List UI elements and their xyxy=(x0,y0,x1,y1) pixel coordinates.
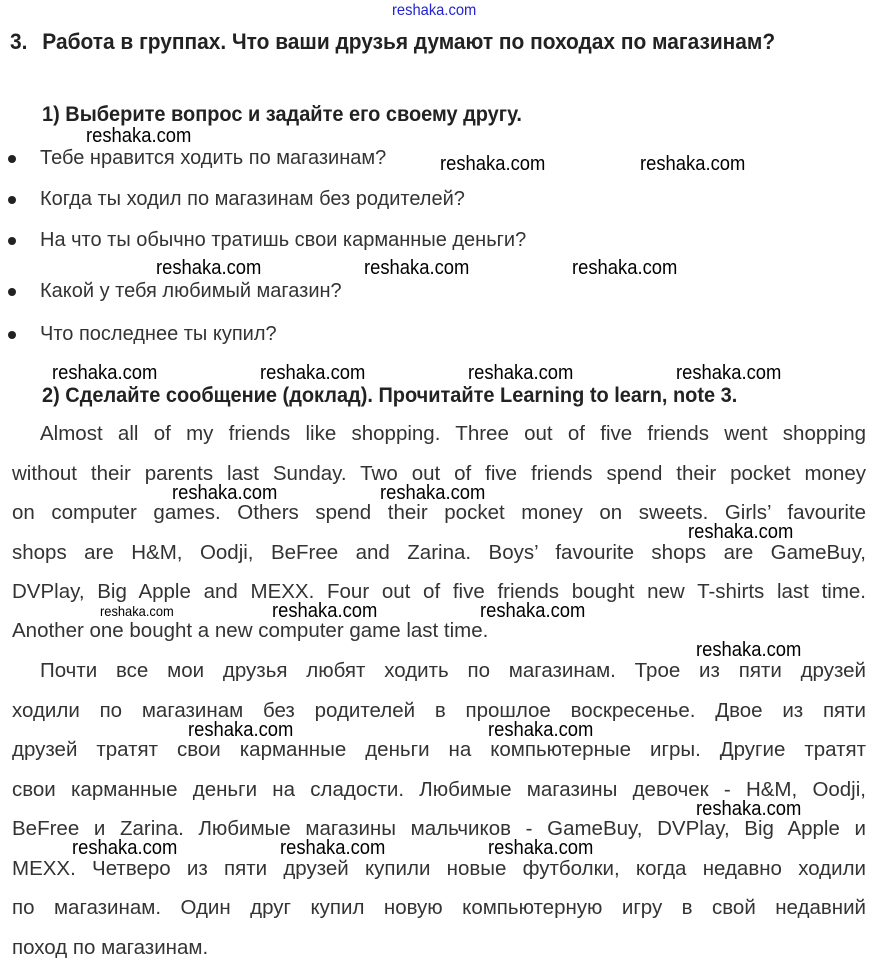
watermark: reshaka.com xyxy=(696,798,802,820)
watermark: reshaka.com xyxy=(480,600,586,622)
part1-heading: 1) Выберите вопрос и задайте его своему другу. xyxy=(42,103,522,126)
english-line: Almost all of my friends like shopping. Three out of five friends went shopping xyxy=(40,422,866,445)
bullet-icon xyxy=(8,331,16,339)
watermark: reshaka.com xyxy=(280,837,386,859)
part2-heading: 2) Сделайте сообщение (доклад). Прочитайте Learning to learn, note 3. xyxy=(42,384,738,407)
watermark: reshaka.com xyxy=(86,125,192,147)
question-text: На что ты обычно тратишь свои карманные деньги? xyxy=(40,229,527,251)
russian-line: MEXX. Четверо из пяти друзей купили новые футболки, когда недавно ходили xyxy=(12,857,866,880)
watermark: reshaka.com xyxy=(688,521,794,543)
russian-line: Почти все мои друзья любят ходить по магазинам. Трое из пяти друзей xyxy=(40,659,866,682)
watermark: reshaka.com xyxy=(488,837,594,859)
question-item xyxy=(8,324,277,344)
watermark: reshaka.com xyxy=(100,603,174,619)
task-title-text: Работа в группах. Что ваши друзья думают по походах по магазинам? xyxy=(42,29,776,54)
watermark: reshaka.com xyxy=(488,719,594,741)
watermark: reshaka.com xyxy=(640,153,746,175)
watermark: reshaka.com xyxy=(440,153,546,175)
bullet-icon xyxy=(8,196,16,204)
russian-line: свои карманные деньги на сладости. Любимые магазины девочек - H&M, Oodji, xyxy=(12,778,866,801)
english-line: Another one bought a new computer game last time. xyxy=(12,619,489,642)
watermark: reshaka.com xyxy=(172,482,278,504)
watermark: reshaka.com xyxy=(272,600,378,622)
russian-line: друзей тратят свои карманные деньги на компьютерные игры. Другие тратят xyxy=(12,738,866,761)
question-item xyxy=(8,281,342,301)
watermark: reshaka.com xyxy=(572,257,678,279)
question-text: Какой у тебя любимый магазин? xyxy=(40,280,342,302)
question-text: Что последнее ты купил? xyxy=(40,323,277,345)
english-line: without their parents last Sunday. Two out of five friends spend their pocket money xyxy=(12,462,866,485)
watermark: reshaka.com xyxy=(676,362,782,384)
english-line: DVPlay, Big Apple and MEXX. Four out of five friends bought new T-shirts last time. xyxy=(12,580,866,603)
watermark-top: reshaka.com xyxy=(392,2,477,19)
russian-line: BeFree и Zarina. Любимые магазины мальчиков - GameBuy, DVPlay, Big Apple и xyxy=(12,817,866,840)
question-item xyxy=(8,189,465,209)
russian-line: поход по магазинам. xyxy=(12,936,209,959)
english-line: on computer games. Others spend their pocket money on sweets. Girls’ favourite xyxy=(12,501,866,524)
task-number: 3. xyxy=(10,29,28,54)
watermark: reshaka.com xyxy=(52,362,158,384)
question-item xyxy=(8,148,386,168)
watermark: reshaka.com xyxy=(188,719,294,741)
watermark: reshaka.com xyxy=(156,257,262,279)
question-text: Когда ты ходил по магазинам без родителей? xyxy=(40,188,465,210)
bullet-icon xyxy=(8,288,16,296)
question-text: Тебе нравится ходить по магазинам? xyxy=(40,147,387,169)
watermark: reshaka.com xyxy=(696,639,802,661)
watermark: reshaka.com xyxy=(468,362,574,384)
watermark: reshaka.com xyxy=(260,362,366,384)
bullet-icon xyxy=(8,237,16,245)
watermark: reshaka.com xyxy=(380,482,486,504)
russian-line: по магазинам. Один друг купил новую компьютерную игру в свой недавний xyxy=(12,896,866,919)
watermark: reshaka.com xyxy=(364,257,470,279)
task-title xyxy=(10,30,775,54)
english-line: shops are H&M, Oodji, BeFree and Zarina. Boys’ favourite shops are GameBuy, xyxy=(12,541,866,564)
watermark: reshaka.com xyxy=(72,837,178,859)
russian-line: ходили по магазинам без родителей в прошлое воскресенье. Двое из пяти xyxy=(12,699,866,722)
bullet-icon xyxy=(8,155,16,163)
question-item xyxy=(8,230,526,250)
